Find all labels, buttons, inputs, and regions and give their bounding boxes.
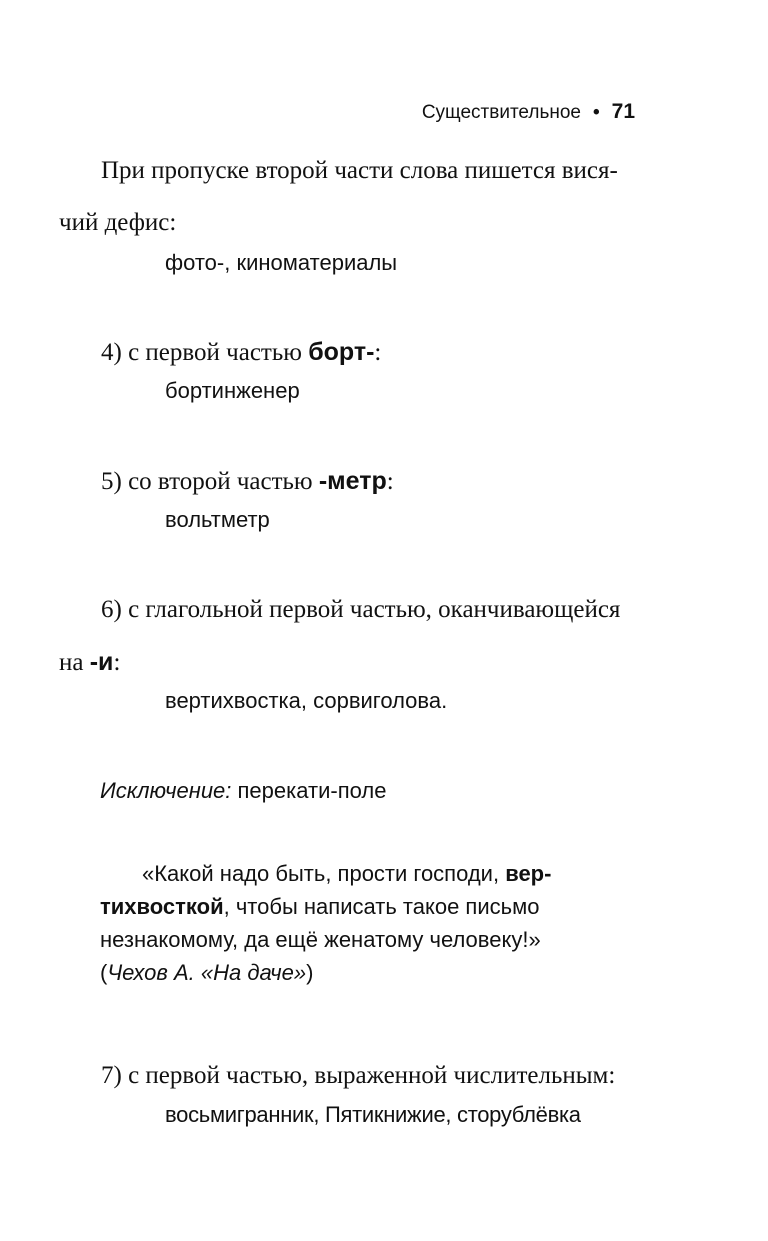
section-title: Существительное xyxy=(421,102,581,123)
exception-text: перекати-поле xyxy=(231,778,387,803)
rule-6-line-1: 6) с глагольной первой частью, оканчивающейся xyxy=(101,596,621,623)
citation-close: ) xyxy=(306,960,314,985)
rule-5-text: 5) со второй частью xyxy=(101,468,319,495)
rule-4-text: 4) с первой частью xyxy=(101,339,309,366)
quote-bold-1: вер- xyxy=(505,861,552,886)
citation-source: Чехов А. «На даче» xyxy=(107,960,307,985)
quote-line-2 xyxy=(100,890,620,923)
running-header xyxy=(422,100,635,124)
rule-6-colon: : xyxy=(113,649,121,676)
rule-6-example: вертихвостка, сорвиголова. xyxy=(165,688,448,713)
rule-6-line-2 xyxy=(59,648,120,677)
intro-line-2: чий дефис: xyxy=(59,209,177,236)
citation-open: ( xyxy=(100,960,108,985)
page-number: 71 xyxy=(611,100,635,123)
exception xyxy=(100,778,386,804)
exception-label: Исключение: xyxy=(100,778,232,803)
quote-citation xyxy=(100,956,620,989)
rule-4 xyxy=(101,338,381,367)
quote-text-1: «Какой надо быть, прости господи, xyxy=(142,861,506,886)
bullet-separator: • xyxy=(592,102,600,123)
rule-4-example: бортинженер xyxy=(165,378,300,403)
rule-4-morpheme: борт- xyxy=(308,338,375,366)
intro-line-1: При пропуске второй части слова пишется вися- xyxy=(101,157,618,184)
quote-line-1 xyxy=(100,857,620,890)
rule-7: 7) с первой частью, выраженной числительным: xyxy=(101,1062,616,1089)
rule-7-example: восьмигранник, Пятикнижие, сторублёвка xyxy=(165,1102,581,1127)
rule-6-morpheme: -и xyxy=(89,648,114,676)
rule-4-colon: : xyxy=(374,339,382,366)
rule-5-morpheme: -метр xyxy=(318,467,387,495)
quote-bold-2: тихвосткой xyxy=(100,894,224,919)
rule-5-example: вольтметр xyxy=(165,507,270,532)
rule-5-colon: : xyxy=(386,468,394,495)
intro-example: фото-, киноматериалы xyxy=(165,250,398,275)
rule-5 xyxy=(101,467,394,496)
quote-text-2: , чтобы написать такое письмо xyxy=(223,894,540,919)
rule-6-text: на xyxy=(59,649,90,676)
quote-line-3: незнакомому, да ещё женатому человеку!» xyxy=(100,927,541,952)
literary-quote xyxy=(100,857,620,989)
